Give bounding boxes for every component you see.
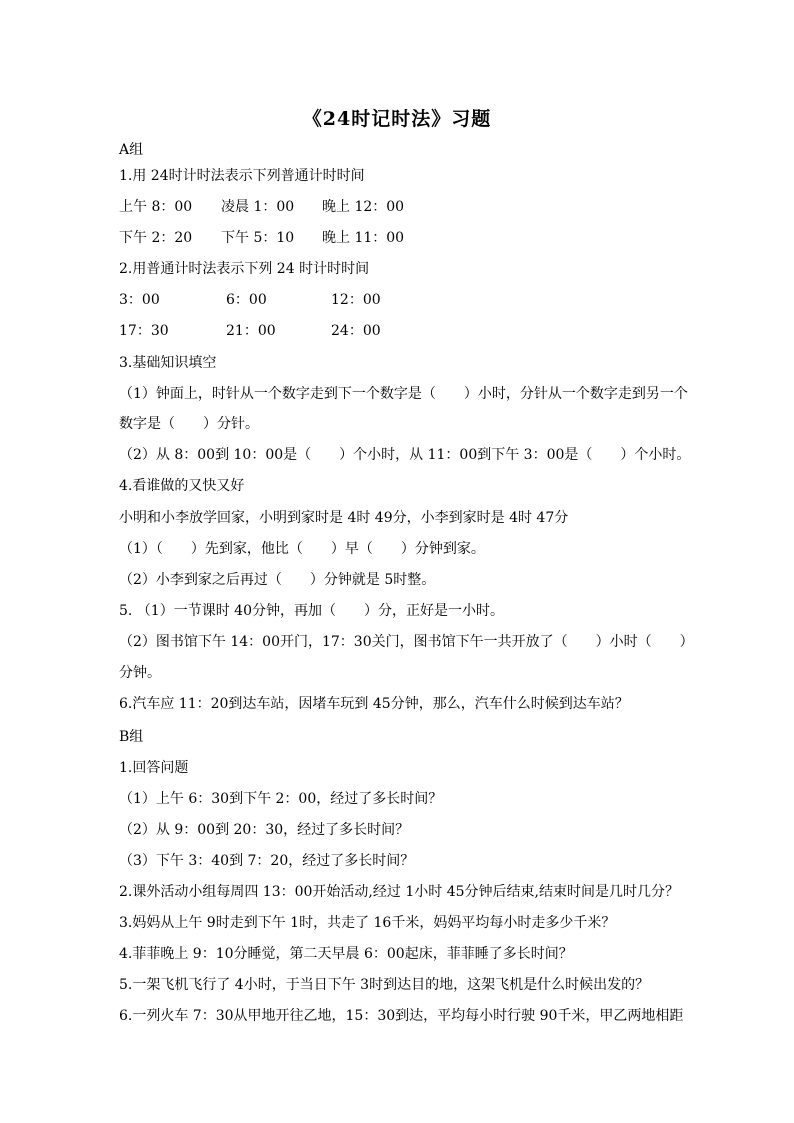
a-q6: 6.汽车应 11：20到达车站，因堵车玩到 45分钟，那么，汽车什么时候到达车站？ <box>119 696 629 712</box>
a-q1-r2-c1: 下午 2：20 <box>119 230 193 246</box>
b-q1-heading: 1.回答问题 <box>119 760 189 776</box>
b-q3: 3.妈妈从上午 9时走到下午 1时，共走了 16千米，妈妈平均每小时走多少千米？ <box>119 915 616 931</box>
b-q6: 6.一列火车 7：30从甲地开往乙地，15：30到达，平均每小时行驶 90千米，甲乙两地相距 <box>119 1008 684 1024</box>
a-q3-heading: 3.基础知识填空 <box>119 355 217 371</box>
a-q2-r2-c3: 24：00 <box>331 323 381 339</box>
a-q1-r1-c3: 晚上 12：00 <box>322 199 405 215</box>
a-q2-heading: 2.用普通计时法表示下列 24 时计时时间 <box>119 261 370 277</box>
a-q3-p1-line2: 数字是（ ）分针。 <box>119 416 259 432</box>
a-q4-p2: （2）小李到家之后再过（ ）分钟就是 5时整。 <box>119 572 436 588</box>
a-q5-p2-line1: （2）图书馆下午 14：00开门，17：30关门，图书馆下午一共开放了（ ）小时（ ） <box>119 634 694 650</box>
a-q1-r2-c2: 下午 5：10 <box>221 230 295 246</box>
b-q1-p3: （3）下午 3：40到 7：20，经过了多长时间？ <box>119 853 415 869</box>
group-a-label: A组 <box>119 142 144 158</box>
a-q5-p1: 5. （1）一节课时 40分钟，再加（ ）分，正好是一小时。 <box>119 603 504 619</box>
b-q1-p2: （2）从 9：00到 20：30，经过了多长时间？ <box>119 822 410 838</box>
b-q4: 4.菲菲晚上 9：10分睡觉，第二天早晨 6：00起床，菲菲睡了多长时间？ <box>119 946 573 962</box>
a-q1-r1-c2: 凌晨 1：00 <box>221 199 295 215</box>
page-title: 《24时记时法》习题 <box>302 108 492 130</box>
a-q2-r2-c1: 17：30 <box>119 323 169 339</box>
a-q3-p1-line1: （1）钟面上，时针从一个数字走到下一个数字是（ ）小时，分针从一个数字走到另一个 <box>119 386 688 402</box>
b-q1-p1: （1）上午 6：30到下午 2：00，经过了多长时间？ <box>119 791 443 807</box>
a-q1-heading: 1.用 24时计时法表示下列普通计时时间 <box>119 168 365 184</box>
a-q4-p1: （1）（ ）先到家，他比（ ）早（ ）分钟到家。 <box>119 541 485 557</box>
a-q2-r1-c3: 12：00 <box>331 292 381 308</box>
a-q2-r1-c1: 3：00 <box>119 292 160 308</box>
a-q1-r1-c1: 上午 8：00 <box>119 199 193 215</box>
a-q2-r1-c2: 6：00 <box>226 292 267 308</box>
a-q1-r2-c3: 晚上 11：00 <box>322 230 405 246</box>
a-q4-heading: 4.看谁做的又快又好 <box>119 478 245 494</box>
b-q5: 5.一架飞机飞行了 4小时，于当日下午 3时到达目的地，这架飞机是什么时候出发的？ <box>119 977 650 993</box>
a-q3-p2: （2）从 8：00到 10：00是（ ）个小时，从 11：00到下午 3：00是（ ）个小时。 <box>119 447 691 463</box>
a-q5-p2-line2: 分钟。 <box>119 665 161 681</box>
group-b-label: B组 <box>119 729 144 745</box>
a-q2-r2-c2: 21：00 <box>226 323 276 339</box>
a-q4-intro: 小明和小李放学回家，小明到家时是 4时 49分，小李到家时是 4时 47分 <box>119 510 569 526</box>
b-q2: 2.课外活动小组每周四 13：00开始活动,经过 1小时 45分钟后结束,结束时间是几时几分？ <box>119 884 679 900</box>
